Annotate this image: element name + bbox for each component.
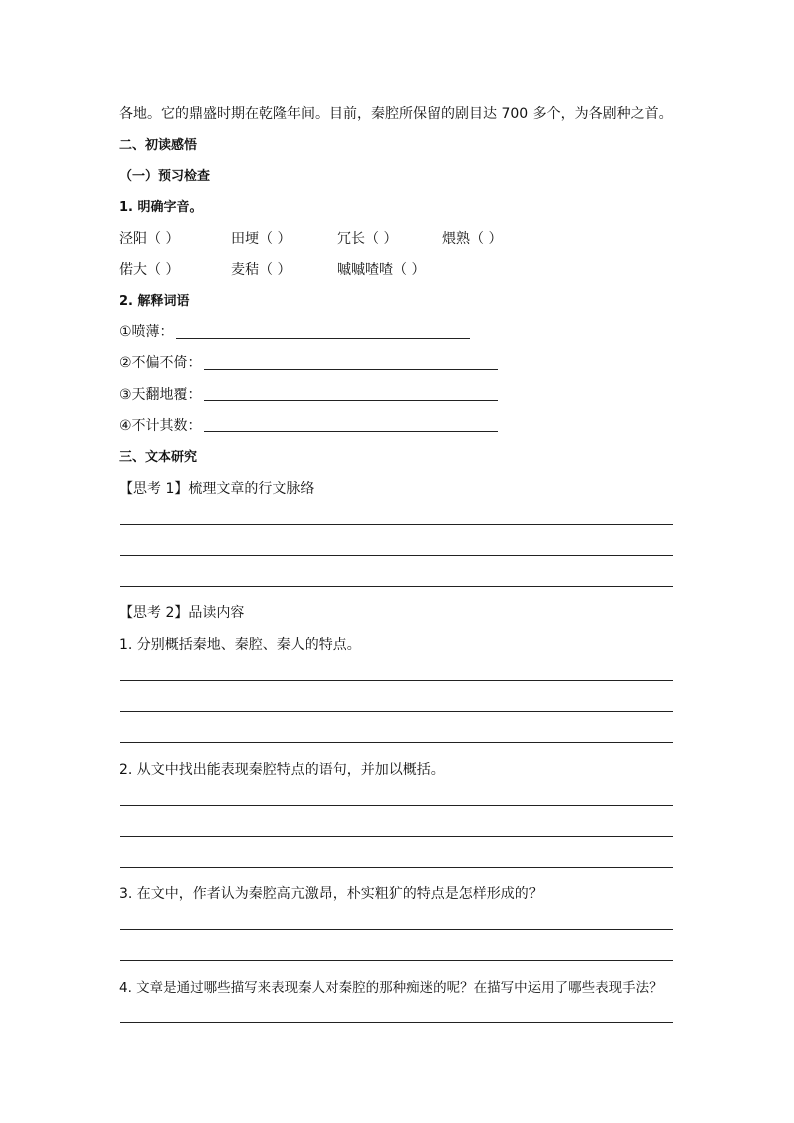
vocab-term: ①喷薄：	[119, 324, 174, 340]
pronunciation-item: 麦秸（ ）	[231, 262, 292, 278]
answer-line[interactable]	[120, 555, 673, 556]
answer-line[interactable]	[120, 711, 673, 712]
vocab-term: ②不偏不倚：	[119, 355, 202, 371]
question-1: 1. 分别概括秦地、秦腔、秦人的特点。	[119, 637, 361, 653]
pronunciation-item: 田埂（ ）	[231, 231, 292, 247]
answer-line[interactable]	[120, 836, 673, 837]
question-2: 2. 从文中找出能表现秦腔特点的语句，并加以概括。	[119, 762, 445, 778]
intro-text: 各地。它的鼎盛时期在乾隆年间。目前，秦腔所保留的剧目达 700 多个，为各剧种之首。	[119, 106, 673, 122]
answer-line[interactable]	[120, 805, 673, 806]
subsection-heading-preview: （一）预习检查	[119, 169, 211, 184]
question-vocabulary-heading: 2. 解释词语	[119, 294, 190, 309]
answer-blank[interactable]	[176, 338, 470, 339]
vocab-term: ④不计其数：	[119, 418, 202, 434]
pronunciation-item: 嘁嘁喳喳（ ）	[337, 262, 426, 278]
pronunciation-item: 偌大（ ）	[119, 262, 180, 278]
question-4: 4. 文章是通过哪些描写来表现秦人对秦腔的那种痴迷的呢？在描写中运用了哪些表现手法？	[119, 980, 663, 996]
vocab-term: ③天翻地覆：	[119, 387, 202, 403]
answer-line[interactable]	[120, 960, 673, 961]
answer-line[interactable]	[120, 742, 673, 743]
question-3: 3. 在文中，作者认为秦腔高亢激昂，朴实粗犷的特点是怎样形成的？	[119, 886, 543, 902]
section-heading-reading: 二、初读感悟	[119, 138, 198, 153]
answer-line[interactable]	[120, 524, 673, 525]
answer-blank[interactable]	[204, 431, 498, 432]
pronunciation-item: 煨熟（ ）	[442, 231, 503, 247]
answer-line[interactable]	[120, 586, 673, 587]
answer-line[interactable]	[120, 1022, 673, 1023]
answer-line[interactable]	[120, 867, 673, 868]
answer-blank[interactable]	[204, 369, 498, 370]
think-1-prompt: 【思考 1】梳理文章的行文脉络	[119, 481, 315, 497]
question-pronunciation-heading: 1. 明确字音。	[119, 200, 203, 215]
answer-blank[interactable]	[204, 400, 498, 401]
answer-line[interactable]	[120, 680, 673, 681]
section-heading-text-study: 三、文本研究	[119, 450, 198, 465]
answer-line[interactable]	[120, 929, 673, 930]
pronunciation-item: 冗长（ ）	[337, 231, 398, 247]
think-2-prompt: 【思考 2】品读内容	[119, 605, 245, 621]
pronunciation-item: 泾阳（ ）	[119, 231, 180, 247]
